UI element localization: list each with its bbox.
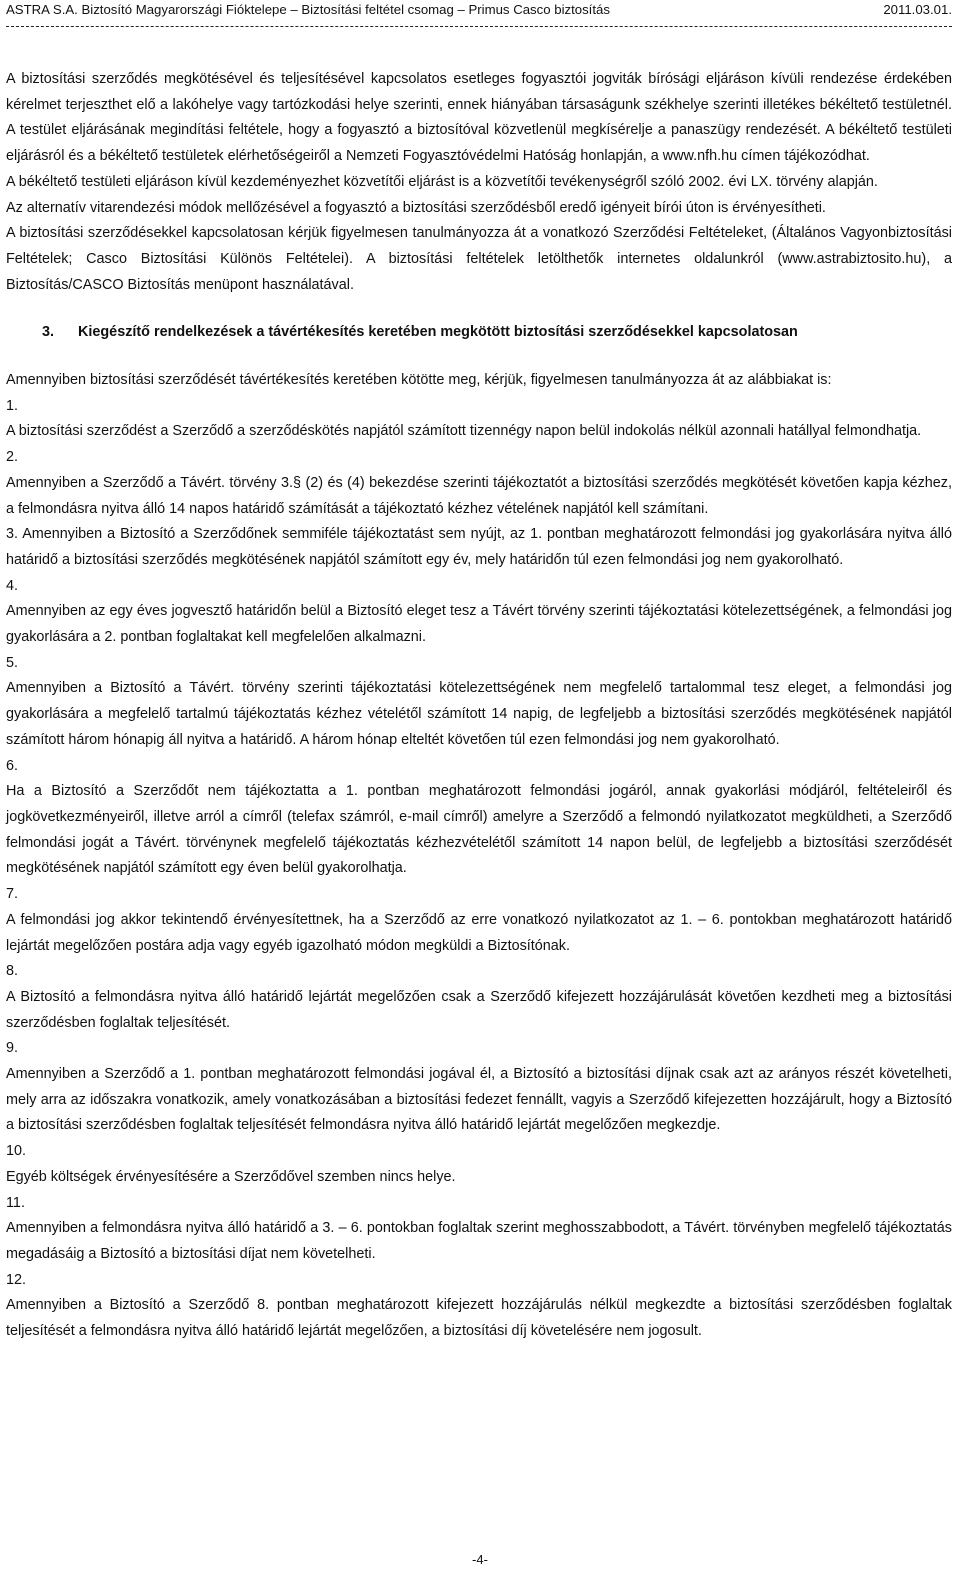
list-item-number: 10.: [6, 1143, 27, 1160]
list-item: [6, 522, 952, 573]
document-body: [6, 67, 952, 1345]
list-item-text: A felmondási jog akkor tekintendő érvényesítettnek, ha a Szerződő az erre vonatkozó nyilatkozatot az 1. – 6. pontokban meghatározott határidő lejártát megelőzően postára adja vagy egyéb igazolható módon megküldi a Biztosítónak.: [6, 911, 952, 954]
list-item-text: Amennyiben a Szerződő a 1. pontban meghatározott felmondási jogával él, a Biztosító a biztosítási díjnak csak azt az arányos részét követelheti, mely arra az időszakra vonatkozik, amely vonatkozásában a biztosítási fedezet fennállt, vagyis a Szerződő kifejezetten hozzájárult, hogy a Biztosító a biztosítási szerződésben foglaltak teljesítését felmondásra nyitva álló határidő lejártát megelőzően megkezdje.: [6, 1066, 952, 1134]
spacer: [6, 298, 952, 320]
intro-paragraph-2: A békéltető testületi eljáráson kívül kezdeményezhet közvetítői eljárást is a közvetítői tevékenységről szóló 2002. évi LX. törvény alapján.: [6, 173, 878, 190]
list-item-text: Amennyiben a Szerződő a Távért. törvény 3.§ (2) és (4) bekezdése szerinti tájékoztatót a biztosítási szerződés megkötését követően kapja kézhez, a felmondásra nyitva álló 14 napos határidő számítását a tájékoztató kézhez vételének napjától kell számítani.: [6, 474, 952, 517]
page-number: -4-: [472, 1552, 488, 1567]
intro-paragraph-3: Az alternatív vitarendezési módok mellőzésével a fogyasztó a biztosítási szerződésből eredő igényeit bírói úton is érvényesítheti.: [6, 199, 826, 216]
list-item-text: A Biztosító a felmondásra nyitva álló határidő lejártát megelőzően csak a Szerződő kifejezett hozzájárulását követően kezdheti meg a biztosítási szerződésben foglaltak teljesítését.: [6, 988, 952, 1031]
list-item-text: Amennyiben a felmondásra nyitva álló határidő a 3. – 6. pontokban foglaltak szerint meghosszabbodott, a Távért. törvényben megfelelő tájékoztatás megadásáig a Biztosító a biztosítási díjat nem követelheti.: [6, 1220, 952, 1262]
list-item-number: 2.: [6, 449, 19, 466]
list-item-text: Amennyiben a Biztosító a Szerződő 8. pontban meghatározott kifejezett hozzájárulás nélkül megkezdte a biztosítási szerződésben foglaltak teljesítését a felmondásra nyitva álló határidő lejártát megelőzően, a biztosítási díj követelésére nem jogosult.: [6, 1297, 952, 1340]
numbered-list: [6, 394, 952, 1345]
section-heading: [6, 320, 952, 346]
list-item-text: Amennyiben az egy éves jogvesztő határidőn belül a Biztosító eleget tesz a Távért törvény szerinti tájékoztatási kötelezettségének, a felmondási jog gyakorlására a 2. pontban foglaltakat kell megfelelően alkalmazni.: [6, 603, 952, 646]
list-item-text: Ha a Biztosító a Szerződőt nem tájékoztatta a 1. pontban meghatározott felmondási jogáról, annak gyakorlási módjáról, feltételeiről és jogkövetkezményeiről, illetve arról a címről (telefax számról, e-mail címről) amelyre a Szerződő a felmondó nyilatkozatot megküldheti, a Szerződő felmondási jogát a Távért. törvénynek megfelelő tájékoztatás kézhezvételétől számított 14 napon belül, de legfeljebb a biztosítási szerződését megkötésének napjától számított egy éven belül gyakorolhatja.: [6, 783, 952, 877]
list-item-number: 6.: [6, 757, 19, 774]
intro-paragraph-1: A biztosítási szerződés megkötésével és teljesítésével kapcsolatos esetleges fogyasztói jogviták bírósági eljáráson kívüli rendezése érdekében kérelmet terjeszthet elő a lakóhelye vagy tartózkodási helye szerinti, ennek hiányában társaságunk székhelye szerinti illetékes békéltető testületnél. A testület eljárásának megindítási feltétele, hogy a fogyasztó a biztosítóval közvetlenül megkísérelje a panaszügy rendezését. A békéltető testületi eljárásról és a békéltető testületek elérhetőségeiről a Nemzeti Fogyasztóvédelmi Hatóság honlapján, a www.nfh.hu címen tájékozódhat.: [6, 71, 952, 165]
header-divider: [6, 26, 952, 27]
list-item-number: 1.: [6, 397, 19, 414]
list-item-number: 7.: [6, 886, 19, 903]
list-item-number: 8.: [6, 963, 19, 980]
list-item-text: Amennyiben a Biztosító a Távért. törvény szerinti tájékoztatási kötelezettségének nem megfelelő tartalommal tesz eleget, a felmondási jog gyakorlására a megfelelő tartalmú tájékoztatás kézhez vételétől számított 14 napig, de legfeljebb a biztosítási szerződés megkötésének napjától számított három hónapig áll nyitva a határidő. A három hónap elteltét követően túl ezen felmondási jog nem gyakorolható.: [6, 680, 952, 748]
page-header: [6, 0, 952, 20]
list-item-number: 12.: [6, 1271, 27, 1288]
header-date: 2011.03.01.: [883, 2, 952, 17]
list-item-number: 11.: [6, 1194, 25, 1211]
section-number: 3.: [42, 324, 55, 341]
spacer: [6, 346, 952, 368]
list-item-number: 9.: [6, 1040, 19, 1057]
list-item-number: 5.: [6, 654, 19, 671]
page-footer: [0, 1550, 960, 1570]
header-title: ASTRA S.A. Biztosító Magyarországi Fióktelepe – Biztosítási feltétel csomag – Primus Casco biztosítás: [6, 2, 610, 17]
list-item-number: 4.: [6, 577, 19, 594]
list-item-text: A biztosítási szerződést a Szerződő a szerződéskötés napjától számított tizennégy napon belül indokolás nélkül azonnali hatállyal felmondhatja.: [6, 423, 922, 440]
list-item-text: Egyéb költségek érvényesítésére a Szerződővel szemben nincs helye.: [6, 1168, 456, 1185]
section-title: Kiegészítő rendelkezések a távértékesítés keretében megkötött biztosítási szerződésekkel kapcsolatosan: [78, 324, 798, 341]
list-item-text: Amennyiben a Biztosító a Szerződőnek semmiféle tájékoztatást sem nyújt, az 1. pontban meghatározott felmondási jog gyakorlására nyitva álló határidő a biztosítási szerződés megkötésének napjától számított egy év, mely határidőn túl ezen felmondási jog nem gyakorolható.: [6, 526, 952, 568]
intro-paragraph-4: A biztosítási szerződésekkel kapcsolatosan kérjük figyelmesen tanulmányozza át a vonatkozó Szerződési Feltételeket, (Általános Vagyonbiztosítási Feltételek; Casco Biztosítási Különös Feltételei). A biztosítási feltételek letölthetők internetes oldalunkról (www.astrabiztosito.hu), a Biztosítás/CASCO Biztosítás menüpont használatával.: [6, 225, 952, 293]
section-intro: Amennyiben biztosítási szerződését távértékesítés keretében kötötte meg, kérjük, figyelmesen tanulmányozza át az alábbiakat is:: [6, 372, 832, 389]
list-item-number: 3.: [6, 526, 19, 543]
